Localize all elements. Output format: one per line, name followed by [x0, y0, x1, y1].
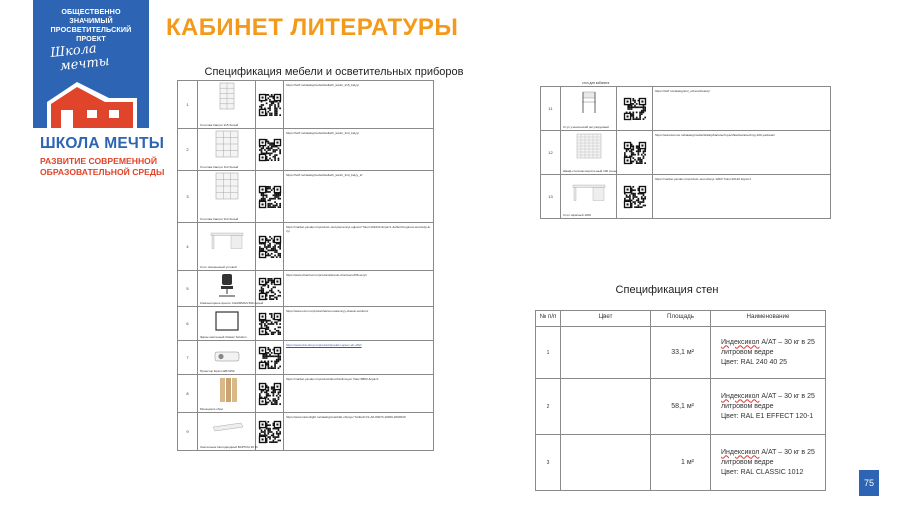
walls-row-description — [711, 379, 826, 435]
product-caption: Шкаф-стеллаж картотечный 100 ячеек — [563, 168, 617, 173]
qr-cell — [256, 341, 284, 375]
brand-subtitle — [40, 156, 164, 178]
row-number: 11 — [541, 87, 561, 131]
furniture-spec-table — [177, 80, 434, 451]
product-photo-icon — [569, 177, 609, 203]
qr-code-icon — [259, 186, 281, 208]
qr-cell — [617, 87, 653, 131]
walls-row-description — [711, 435, 826, 491]
spec-row — [178, 307, 434, 341]
brand-subtitle-2: ОБРАЗОВАТЕЛЬНОЙ СРЕДЫ — [40, 167, 165, 177]
spec-row — [178, 171, 434, 223]
row-number: 3 — [178, 171, 198, 223]
row-number: 1 — [178, 81, 198, 129]
qr-code-icon — [259, 421, 281, 443]
qr-cell — [256, 375, 284, 413]
product-caption: Экран настенный Classic Solution — [200, 334, 247, 339]
qr-cell — [256, 81, 284, 129]
spec-row — [178, 81, 434, 129]
furniture-spec-title: Спецификация мебели и осветительных приборов — [204, 66, 464, 78]
walls-row — [536, 327, 826, 379]
walls-row-area: 1 м² — [651, 435, 711, 491]
product-link[interactable]: https://www.komus.ru/katalog/mebel/shkafy/kartotechnye/shkaf-kartotechnyj-100-yacheek/ — [653, 131, 831, 175]
paint-line-1: А/АТ – 30 кг в 25 литровом ведре — [721, 392, 815, 410]
product-image-cell — [198, 375, 256, 413]
product-image-cell — [198, 81, 256, 129]
product-link[interactable]: https://hoff.ru/catalog/mebel/stellazh_kantri_2x5_belyy/ — [284, 81, 434, 129]
product-caption: Стеллаж Кантри 3x4 белый — [200, 164, 239, 169]
qr-code-icon — [624, 142, 646, 164]
qr-cell — [256, 171, 284, 223]
walls-row-color-cell — [561, 379, 651, 435]
row-number: 5 — [178, 271, 198, 307]
qr-cell — [256, 307, 284, 341]
product-photo-icon — [207, 309, 247, 335]
product-image-cell — [198, 413, 259, 451]
product-caption: Компьютерное кресло CHAIRMAN 696 серый — [200, 300, 264, 305]
product-caption: Стеллаж Кантри 3x4 белый — [200, 216, 239, 221]
walls-row-number: 1 — [536, 327, 561, 379]
qr-code-icon — [259, 383, 281, 405]
product-photo-icon — [207, 225, 247, 251]
right-top-caption: стол для кабинета — [582, 81, 610, 85]
product-photo-icon — [207, 83, 247, 109]
qr-code-icon — [259, 236, 281, 258]
paint-brand: Индексикол — [721, 392, 760, 400]
brand-panel — [33, 0, 165, 192]
product-image-cell — [561, 87, 617, 131]
brand-logo-script-1: Школа — [49, 41, 98, 62]
qr-code-icon — [259, 94, 281, 116]
row-number: 6 — [178, 307, 198, 341]
product-caption: Светильник светодиодный ВАРТОН 36 Вт — [200, 444, 259, 449]
product-caption: Стол офисный 1200 — [563, 212, 592, 217]
walls-spec-title: Спецификация стен — [615, 284, 719, 296]
walls-row-area: 58,1 м² — [651, 379, 711, 435]
walls-header-area: Площадь — [651, 311, 711, 327]
product-photo-icon — [207, 377, 247, 403]
walls-row-color-cell — [561, 435, 651, 491]
product-link[interactable]: https://market.yandex.ru/product--stol-ofisnyi-1200/ ?sku=10120 &cpa=1 — [653, 175, 831, 219]
qr-code-icon — [259, 139, 281, 161]
product-link[interactable]: https://hoff.ru/catalog/mebel/stellazh_kantri_3x4_belyy/ — [284, 129, 434, 171]
brand-subtitle-1: РАЗВИТИЕ СОВРЕМЕННОЙ — [40, 156, 158, 166]
row-number: 7 — [178, 341, 198, 375]
spec-row — [541, 131, 831, 175]
product-image-cell — [198, 129, 256, 171]
brand-logo-card — [33, 0, 149, 128]
paint-brand: Индексикол — [721, 338, 760, 346]
product-caption: Стул ученический регулируемый — [563, 124, 609, 129]
qr-code-icon — [259, 278, 281, 300]
product-link[interactable]: https://market.yandex.ru/product--stol-pismennyi-uglovoi/ ?sku=101010 &cpa=1 &offerid=uglovoi-stol-belyi-levyi — [284, 223, 434, 271]
walls-header-number: № п/п — [536, 311, 561, 327]
house-logo-icon — [47, 76, 137, 128]
walls-spec-table — [535, 310, 826, 491]
spec-row — [178, 271, 434, 307]
qr-cell — [256, 129, 284, 171]
row-number: 8 — [178, 375, 198, 413]
walls-row — [536, 379, 826, 435]
product-photo-icon — [207, 173, 247, 199]
brand-project-line: ОБЩЕСТВЕННО ЗНАЧИМЫЙ ПРОСВЕТИТЕЛЬСКИЙ ПРОЕКТ — [50, 7, 132, 43]
walls-row-description — [711, 327, 826, 379]
qr-code-icon — [259, 313, 281, 335]
product-photo-icon — [207, 131, 247, 157]
page-title: КАБИНЕТ ЛИТЕРАТУРЫ — [166, 14, 459, 41]
product-link[interactable]: https://www.chairman.ru/products/kreslo-chairman-696-seryi/ — [284, 271, 434, 307]
spec-row — [541, 175, 831, 219]
walls-row-area: 33,1 м² — [651, 327, 711, 379]
product-link[interactable]: https://www.vartonlight.ru/catalog/svetilniki-ofisnye/ ?artikul=V1-A0-00070-10000-2003640 — [284, 413, 434, 451]
product-image-cell — [198, 341, 256, 375]
product-link[interactable]: https://www.dns-shop.ru/product/proektor-epson-eb-w52/ — [284, 341, 434, 375]
spec-row — [541, 87, 831, 131]
paint-line-1: А/АТ – 30 кг в 25 литровом ведре — [721, 338, 815, 356]
qr-code-icon — [259, 347, 281, 369]
spec-row — [178, 223, 434, 271]
paint-brand: Индексикол — [721, 448, 760, 456]
product-photo-icon — [207, 415, 247, 441]
spec-row — [178, 341, 434, 375]
qr-code-icon — [624, 186, 646, 208]
row-number: 9 — [178, 413, 198, 451]
walls-row — [536, 435, 826, 491]
product-image-cell — [561, 175, 617, 219]
walls-row-number: 3 — [536, 435, 561, 491]
product-image-cell — [198, 171, 256, 223]
qr-cell — [256, 223, 284, 271]
spec-row — [178, 413, 434, 451]
qr-cell — [256, 413, 284, 451]
spec-row — [178, 375, 434, 413]
row-number: 2 — [178, 129, 198, 171]
brand-title: ШКОЛА МЕЧТЫ — [40, 135, 165, 152]
page-number: 75 — [859, 470, 879, 496]
brand-logo-script-2: мечты — [59, 53, 111, 75]
spec-row — [178, 129, 434, 171]
product-link[interactable]: https://market.yandex.ru/product/oboi-flizelinovye/ ?sku=8800 &cpa=1 — [284, 375, 434, 413]
product-caption: Стеллаж Кантри 2x5 белый — [200, 122, 239, 127]
walls-header-color: Цвет — [561, 311, 651, 327]
row-number: 4 — [178, 223, 198, 271]
product-caption: Моющиеся обои — [200, 406, 223, 411]
product-image-cell — [198, 307, 256, 341]
qr-cell — [617, 131, 653, 175]
product-photo-icon — [207, 343, 247, 369]
furniture-spec-table-right — [540, 86, 831, 219]
walls-row-color-cell — [561, 327, 651, 379]
product-photo-icon — [207, 273, 247, 299]
walls-header-name: Наименование — [711, 311, 826, 327]
product-caption: Проектор Epson EB-W52 — [200, 368, 235, 373]
brand-logo-script — [50, 41, 110, 75]
product-image-cell — [561, 131, 617, 175]
walls-row-number: 2 — [536, 379, 561, 435]
paint-line-1: А/АТ – 30 кг в 25 литровом ведре — [721, 448, 815, 466]
product-link[interactable]: https://www.ozon.ru/product/ekran-nastennyy-classic-solution/ — [284, 307, 434, 341]
product-image-cell — [198, 223, 256, 271]
row-number: 13 — [541, 175, 561, 219]
paint-line-2: Цвет: RAL E1 EFFECT 120-1 — [721, 412, 814, 420]
qr-code-icon — [624, 98, 646, 120]
product-link[interactable]: https://hoff.ru/catalog/stul_uchenicheskiy/ — [653, 87, 831, 131]
product-photo-icon — [569, 89, 609, 115]
row-number: 12 — [541, 131, 561, 175]
qr-cell — [617, 175, 653, 219]
paint-line-2: Цвет: RAL 240 40 25 — [721, 358, 788, 366]
paint-line-2: Цвет: RAL CLASSIC 1012 — [721, 468, 804, 476]
product-image-cell — [198, 271, 264, 307]
product-caption: Стол письменный угловой — [200, 264, 237, 269]
product-link[interactable]: https://hoff.ru/catalog/mebel/stellazh_kantri_3x4_belyy_2/ — [284, 171, 434, 223]
walls-header-row — [536, 311, 826, 327]
product-photo-icon — [569, 133, 609, 159]
